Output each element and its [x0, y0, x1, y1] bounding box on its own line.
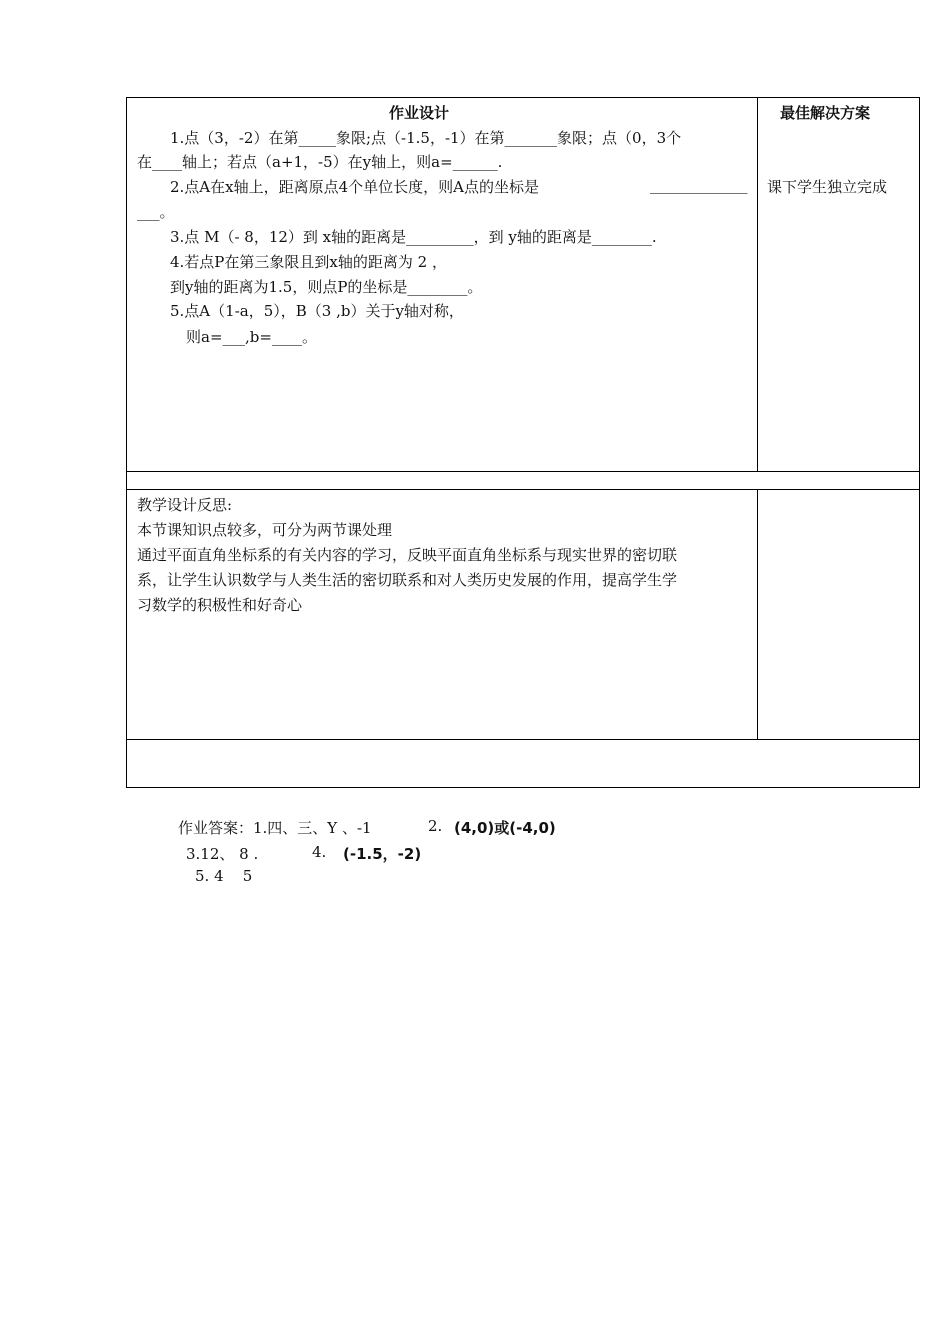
table-border-bottom — [126, 787, 920, 788]
reflection-line-3: 系，让学生认识数学与人类生活的密切联系和对人类历史发展的作用，提高学生学 — [137, 571, 678, 589]
homework-line-4: ___。 — [137, 203, 175, 221]
reflection-line-4: 习数学的积极性和好奇心 — [137, 596, 303, 614]
reflection-title: 教学设计反思: — [137, 496, 233, 514]
row-divider-3 — [126, 739, 920, 740]
reflection-line-1: 本节课知识点较多，可分为两节课处理 — [137, 521, 393, 539]
answers-line-1a: 作业答案：1.四、三、Y 、-1 — [178, 819, 372, 837]
row-divider-1 — [126, 471, 920, 472]
homework-line-9: 则a=___,b=____。 — [186, 328, 317, 346]
answers-line-1b: 2. — [428, 817, 443, 835]
best-solution-header: 最佳解决方案 — [780, 104, 871, 122]
answers-line-2a: 3.12、 8 . — [186, 845, 259, 863]
column-divider-middle — [757, 489, 758, 739]
answers-line-2b: 4. — [312, 843, 327, 861]
column-divider-top — [757, 97, 758, 471]
homework-design-header: 作业设计 — [389, 104, 450, 122]
homework-line-5: 3.点 M（- 8，12）到 x轴的距离是_________，到 y轴的距离是________. — [170, 228, 657, 246]
table-border-right — [919, 97, 920, 788]
table-border-left — [126, 97, 127, 788]
homework-line-2: 在____轴上；若点（a+1，-5）在y轴上，则a=______. — [137, 153, 503, 171]
homework-line-7: 到y轴的距离为1.5，则点P的坐标是________。 — [170, 278, 483, 296]
homework-line-8: 5.点A（1-a，5），B（3 ,b）关于y轴对称， — [170, 302, 464, 320]
homework-line-6: 4.若点P在第三象限且到x轴的距离为 2 ， — [170, 253, 447, 271]
answers-line-3: 5. 4 5 — [195, 867, 253, 885]
homework-line-3-blank: _____________ — [650, 176, 748, 194]
solution-text: 课下学生独立完成 — [767, 178, 888, 196]
homework-line-1: 1.点（3，-2）在第_____象限;点（-1.5，-1）在第_______象限；点（0，3个 — [170, 129, 682, 147]
answers-line-2c: (-1.5，-2) — [343, 845, 422, 863]
answers-line-1c: (4,0)或(-4,0) — [454, 819, 556, 837]
table-border-top — [126, 97, 920, 98]
homework-line-3: 2.点A在x轴上，距离原点4个单位长度，则A点的坐标是 — [170, 178, 539, 196]
reflection-line-2: 通过平面直角坐标系的有关内容的学习，反映平面直角坐标系与现实世界的密切联 — [137, 546, 678, 564]
row-divider-2 — [126, 489, 920, 490]
